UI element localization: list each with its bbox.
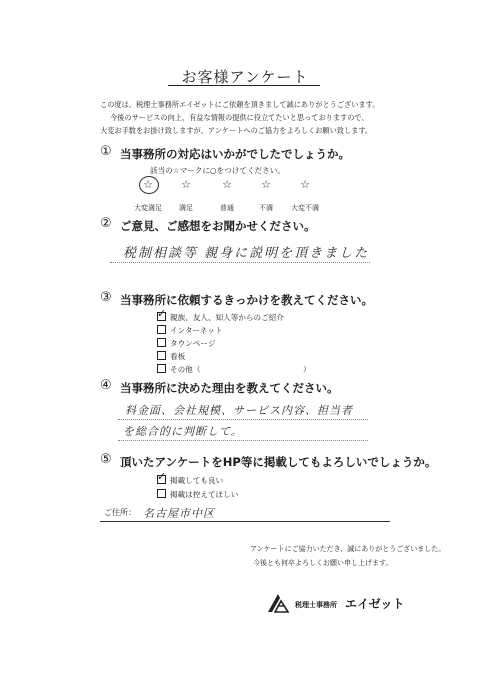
- q3-option-label: 親族、友人、知人等からのご紹介: [170, 313, 284, 322]
- q2-question: ご意見、ご感想をお聞かせください。: [120, 219, 316, 233]
- q3-option[interactable]: [157, 307, 284, 323]
- q3-question: 当事務所に依頼するきっかけを教えてください。: [120, 293, 373, 307]
- checkmark-icon: ✓: [157, 307, 167, 320]
- intro-line-1: この度は、税理士事務所エイゼットにご依頼を頂きまして誠にありがとうございます。: [100, 100, 380, 109]
- star-icon[interactable]: ☆: [181, 178, 191, 191]
- star-icon[interactable]: ☆: [300, 178, 310, 191]
- address-label: ご住所：: [104, 508, 136, 517]
- star-label: 大変不満: [291, 204, 319, 212]
- closing-line-2: 今後とも何卒よろしくお願い申し上げます。: [253, 559, 393, 567]
- q4-number: ④: [100, 378, 112, 393]
- q2-number: ②: [100, 216, 112, 231]
- star-label: 大変満足: [134, 204, 162, 212]
- q5-question: 頂いたアンケートをHP等に掲載してもよろしいでしょうか。: [120, 455, 437, 469]
- q3-number: ③: [100, 290, 112, 305]
- q3-option[interactable]: [157, 338, 215, 349]
- star-label: 満足: [179, 204, 193, 212]
- star-icon[interactable]: ☆: [261, 178, 271, 191]
- address-handwritten[interactable]: 名古屋市中区: [143, 507, 215, 520]
- title-underline: [168, 85, 320, 86]
- intro-line-3: 大変お手数をお掛け致しますが、アンケートへのご協力をよろしくお願い致します。: [100, 126, 373, 135]
- q3-option-label: インターネット: [170, 326, 223, 335]
- checkbox-checked[interactable]: [157, 307, 167, 321]
- q4-handwritten-line-1: 料金面、会社規模、サービス内容、担当者: [125, 404, 353, 417]
- q3-option-label: タウンページ: [170, 339, 216, 348]
- company-logo-icon: [266, 592, 290, 614]
- q5-option[interactable]: [157, 489, 238, 500]
- q3-other-close: ）: [303, 365, 311, 374]
- star-icon[interactable]: ☆: [143, 178, 153, 191]
- intro-line-2: 今後のサービスの向上、有益な情報の提供に役立てたいと思っておりますので、: [110, 113, 369, 122]
- q2-answer-line: [110, 262, 370, 263]
- checkbox[interactable]: [157, 364, 166, 373]
- checkmark-icon: ✓: [157, 470, 167, 483]
- checkbox[interactable]: [157, 351, 166, 360]
- q3-option[interactable]: [157, 325, 222, 336]
- closing-line-1: アンケートにご協力いただき、誠にありがとうございました。: [250, 545, 446, 553]
- checkbox[interactable]: [157, 325, 166, 334]
- checkbox[interactable]: [157, 489, 166, 498]
- q3-option[interactable]: [157, 364, 200, 375]
- q2-handwritten-answer: 税制相談等 親身に説明を頂きました: [123, 246, 370, 261]
- q1-number: ①: [100, 144, 112, 159]
- star-label: 不満: [259, 204, 273, 212]
- checkbox-checked[interactable]: [157, 470, 167, 484]
- q1-instruction: 該当の☆マークに○をつけてください。: [150, 166, 285, 175]
- star-label: 普通: [220, 204, 234, 212]
- logo-office-label: 税理士事務所: [295, 601, 337, 609]
- address-underline: [100, 521, 390, 522]
- checkbox[interactable]: [157, 338, 166, 347]
- star-icon[interactable]: ☆: [222, 178, 232, 191]
- q4-answer-line: [118, 440, 368, 441]
- q4-question: 当事務所に決めた理由を教えてください。: [120, 381, 339, 395]
- q5-option[interactable]: [157, 470, 224, 486]
- q1-question: 当事務所の対応はいかがでしたでしょうか。: [120, 147, 350, 161]
- q3-option[interactable]: [157, 351, 185, 362]
- q4-handwritten-line-2: を総合的に判断して。: [123, 425, 243, 438]
- q5-option-label: 掲載しても良い: [170, 476, 224, 485]
- q3-option-label: その他（: [170, 365, 201, 374]
- q4-answer-line: [118, 419, 368, 420]
- q5-option-label: 掲載は控えてほしい: [170, 490, 239, 499]
- logo-company-name: エイゼット: [345, 597, 405, 611]
- page-title: お客様アンケート: [181, 68, 309, 86]
- q5-number: ⑤: [100, 452, 112, 467]
- q3-option-label: 看板: [170, 352, 186, 361]
